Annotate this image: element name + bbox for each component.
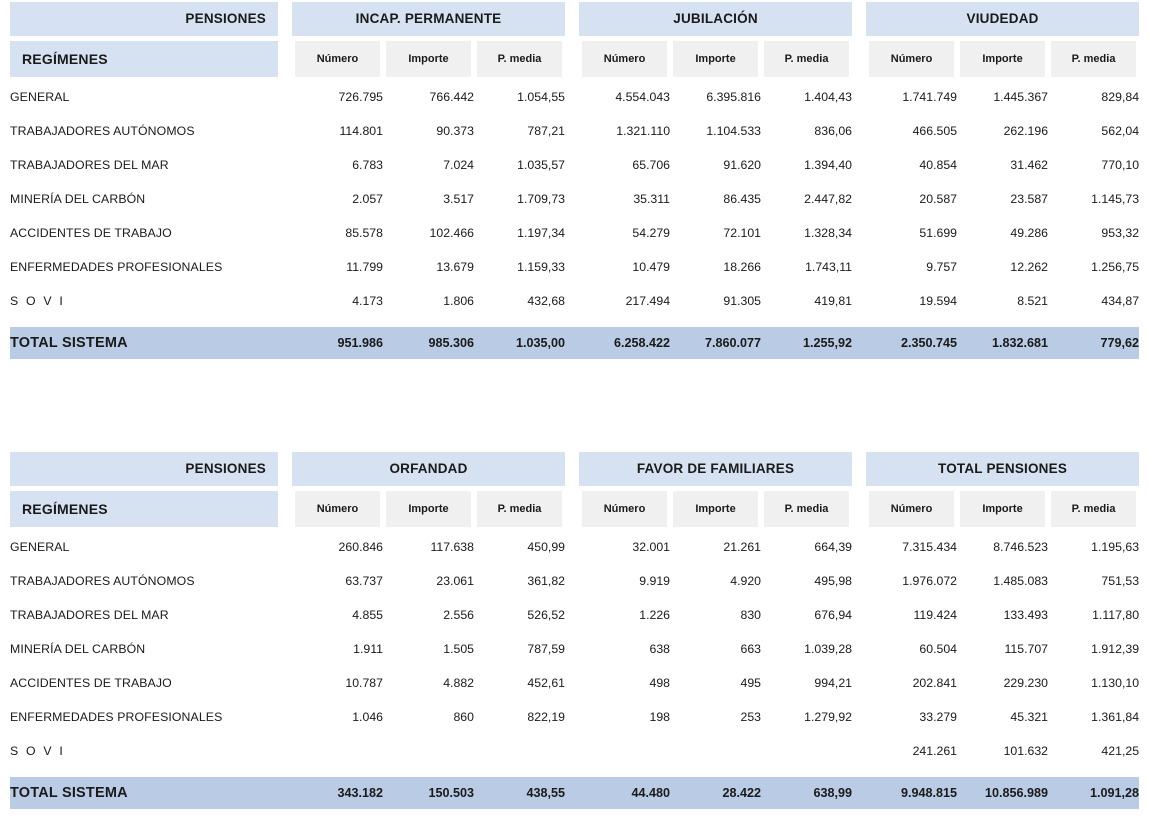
group-header-orfandad: ORFANDAD bbox=[292, 452, 565, 486]
data-cell: 133.493 bbox=[957, 598, 1048, 632]
data-cell: 114.801 bbox=[292, 114, 383, 148]
group-header-row bbox=[10, 0, 1139, 38]
data-cell: 1.195,63 bbox=[1048, 530, 1139, 564]
data-cell: 85.578 bbox=[292, 216, 383, 250]
data-cell: 260.846 bbox=[292, 530, 383, 564]
group-header-incap-permanente: INCAP. PERMANENTE bbox=[292, 2, 565, 36]
column-gap bbox=[565, 530, 579, 564]
column-gap bbox=[278, 564, 292, 598]
table-row bbox=[10, 564, 1139, 598]
column-header-importe: Importe bbox=[960, 491, 1045, 527]
column-gap bbox=[852, 777, 866, 809]
column-gap bbox=[852, 734, 866, 768]
data-cell: 770,10 bbox=[1048, 148, 1139, 182]
data-cell: 562,04 bbox=[1048, 114, 1139, 148]
column-gap bbox=[565, 284, 579, 318]
data-cell: 13.679 bbox=[383, 250, 474, 284]
column-header-numero: Número bbox=[869, 41, 954, 77]
group-header-viudedad: VIUDEDAD bbox=[866, 2, 1139, 36]
data-cell: 432,68 bbox=[474, 284, 565, 318]
column-header-p-media: P. media bbox=[477, 491, 562, 527]
total-row bbox=[10, 327, 1139, 359]
column-header-numero: Número bbox=[295, 41, 380, 77]
data-cell: 91.305 bbox=[670, 284, 761, 318]
data-cell: 1.505 bbox=[383, 632, 474, 666]
data-cell: 1.145,73 bbox=[1048, 182, 1139, 216]
data-cell: 119.424 bbox=[866, 598, 957, 632]
data-cell: 1.054,55 bbox=[474, 80, 565, 114]
column-gap bbox=[852, 216, 866, 250]
pensions-table-1 bbox=[0, 0, 1149, 365]
table-row bbox=[10, 114, 1139, 148]
column-gap bbox=[565, 216, 579, 250]
data-cell: 1.046 bbox=[292, 700, 383, 734]
column-header-p-media: P. media bbox=[477, 41, 562, 77]
column-header-p-media: P. media bbox=[1051, 41, 1136, 77]
total-row bbox=[10, 777, 1139, 809]
column-gap bbox=[278, 452, 292, 486]
data-cell: 12.262 bbox=[957, 250, 1048, 284]
table-row bbox=[10, 666, 1139, 700]
data-cell: 1.741.749 bbox=[866, 80, 957, 114]
column-gap bbox=[565, 114, 579, 148]
data-cell: 994,21 bbox=[761, 666, 852, 700]
data-cell: 202.841 bbox=[866, 666, 957, 700]
data-cell: 32.001 bbox=[579, 530, 670, 564]
data-cell: 8.521 bbox=[957, 284, 1048, 318]
column-header-p-media: P. media bbox=[764, 491, 849, 527]
row-label: TRABAJADORES AUTÓNOMOS bbox=[10, 564, 278, 598]
table-row bbox=[10, 598, 1139, 632]
row-label: S O V I bbox=[10, 284, 278, 318]
total-cell: 985.306 bbox=[383, 327, 474, 359]
column-gap bbox=[852, 598, 866, 632]
data-cell: 115.707 bbox=[957, 632, 1048, 666]
column-gap bbox=[278, 250, 292, 284]
data-cell: 198 bbox=[579, 700, 670, 734]
data-cell: 766.442 bbox=[383, 80, 474, 114]
data-cell: 217.494 bbox=[579, 284, 670, 318]
column-gap bbox=[565, 700, 579, 734]
column-gap bbox=[565, 38, 579, 80]
row-label: S O V I bbox=[10, 734, 278, 768]
column-gap bbox=[852, 114, 866, 148]
column-header-importe: Importe bbox=[960, 41, 1045, 77]
data-cell: 2.447,82 bbox=[761, 182, 852, 216]
total-cell: 343.182 bbox=[292, 777, 383, 809]
column-gap bbox=[278, 148, 292, 182]
column-gap bbox=[852, 488, 866, 530]
data-cell: 45.321 bbox=[957, 700, 1048, 734]
data-cell: 18.266 bbox=[670, 250, 761, 284]
total-cell: 951.986 bbox=[292, 327, 383, 359]
group-header-total-pensiones: TOTAL PENSIONES bbox=[866, 452, 1139, 486]
regimenes-header: REGÍMENES bbox=[10, 491, 278, 527]
data-cell bbox=[761, 734, 852, 768]
data-cell: 51.699 bbox=[866, 216, 957, 250]
table-row bbox=[10, 734, 1139, 768]
row-label: MINERÍA DEL CARBÓN bbox=[10, 632, 278, 666]
data-cell: 19.594 bbox=[866, 284, 957, 318]
data-cell: 63.737 bbox=[292, 564, 383, 598]
column-gap bbox=[852, 632, 866, 666]
data-cell: 1.328,34 bbox=[761, 216, 852, 250]
total-cell: 638,99 bbox=[761, 777, 852, 809]
data-cell: 822,19 bbox=[474, 700, 565, 734]
data-cell: 40.854 bbox=[866, 148, 957, 182]
total-label: TOTAL SISTEMA bbox=[10, 327, 278, 359]
data-cell: 1.394,40 bbox=[761, 148, 852, 182]
table-row bbox=[10, 216, 1139, 250]
data-cell bbox=[292, 734, 383, 768]
row-label: TRABAJADORES DEL MAR bbox=[10, 148, 278, 182]
data-cell: 9.919 bbox=[579, 564, 670, 598]
total-cell: 1.255,92 bbox=[761, 327, 852, 359]
pensiones-title: PENSIONES bbox=[10, 452, 278, 486]
data-cell bbox=[670, 734, 761, 768]
column-gap bbox=[852, 530, 866, 564]
data-cell: 450,99 bbox=[474, 530, 565, 564]
data-cell: 91.620 bbox=[670, 148, 761, 182]
group-header-favor-de-familiares: FAVOR DE FAMILIARES bbox=[579, 452, 852, 486]
pensions-table bbox=[10, 0, 1139, 365]
column-header-importe: Importe bbox=[386, 41, 471, 77]
total-cell: 9.948.815 bbox=[866, 777, 957, 809]
data-cell: 101.632 bbox=[957, 734, 1048, 768]
data-cell: 1.361,84 bbox=[1048, 700, 1139, 734]
data-cell: 23.061 bbox=[383, 564, 474, 598]
data-cell: 54.279 bbox=[579, 216, 670, 250]
data-cell: 1.226 bbox=[579, 598, 670, 632]
column-gap bbox=[278, 114, 292, 148]
data-cell: 1.485.083 bbox=[957, 564, 1048, 598]
table-row bbox=[10, 632, 1139, 666]
data-cell: 4.882 bbox=[383, 666, 474, 700]
total-cell: 7.860.077 bbox=[670, 327, 761, 359]
row-label: MINERÍA DEL CARBÓN bbox=[10, 182, 278, 216]
data-cell: 1.256,75 bbox=[1048, 250, 1139, 284]
column-header-p-media: P. media bbox=[1051, 491, 1136, 527]
data-cell: 829,84 bbox=[1048, 80, 1139, 114]
column-header-numero: Número bbox=[295, 491, 380, 527]
data-cell: 664,39 bbox=[761, 530, 852, 564]
data-cell: 466.505 bbox=[866, 114, 957, 148]
total-label: TOTAL SISTEMA bbox=[10, 777, 278, 809]
column-gap bbox=[565, 452, 579, 486]
row-label: ACCIDENTES DE TRABAJO bbox=[10, 666, 278, 700]
data-cell: 1.709,73 bbox=[474, 182, 565, 216]
data-cell bbox=[383, 734, 474, 768]
row-label: TRABAJADORES AUTÓNOMOS bbox=[10, 114, 278, 148]
column-gap bbox=[852, 182, 866, 216]
data-cell: 253 bbox=[670, 700, 761, 734]
total-cell: 150.503 bbox=[383, 777, 474, 809]
total-cell: 6.258.422 bbox=[579, 327, 670, 359]
table-row bbox=[10, 530, 1139, 564]
column-gap bbox=[565, 250, 579, 284]
column-gap bbox=[278, 488, 292, 530]
data-cell: 35.311 bbox=[579, 182, 670, 216]
pensions-table bbox=[10, 450, 1139, 815]
data-cell: 23.587 bbox=[957, 182, 1048, 216]
data-cell: 676,94 bbox=[761, 598, 852, 632]
data-cell: 60.504 bbox=[866, 632, 957, 666]
total-cell: 44.480 bbox=[579, 777, 670, 809]
column-gap bbox=[278, 284, 292, 318]
data-cell: 31.462 bbox=[957, 148, 1048, 182]
column-gap bbox=[852, 700, 866, 734]
data-cell: 1.104.533 bbox=[670, 114, 761, 148]
column-gap bbox=[565, 488, 579, 530]
data-cell: 419,81 bbox=[761, 284, 852, 318]
data-cell: 495,98 bbox=[761, 564, 852, 598]
data-cell: 3.517 bbox=[383, 182, 474, 216]
data-cell: 6.395.816 bbox=[670, 80, 761, 114]
data-cell: 1.039,28 bbox=[761, 632, 852, 666]
data-cell: 2.556 bbox=[383, 598, 474, 632]
data-cell: 6.783 bbox=[292, 148, 383, 182]
data-cell: 241.261 bbox=[866, 734, 957, 768]
column-header-numero: Número bbox=[582, 491, 667, 527]
data-cell: 11.799 bbox=[292, 250, 383, 284]
data-cell: 421,25 bbox=[1048, 734, 1139, 768]
data-cell: 4.554.043 bbox=[579, 80, 670, 114]
data-cell: 9.757 bbox=[866, 250, 957, 284]
pensiones-title: PENSIONES bbox=[10, 2, 278, 36]
data-cell: 638 bbox=[579, 632, 670, 666]
row-label: ENFERMEDADES PROFESIONALES bbox=[10, 700, 278, 734]
data-cell: 2.057 bbox=[292, 182, 383, 216]
row-label: GENERAL bbox=[10, 80, 278, 114]
column-gap bbox=[565, 2, 579, 36]
data-cell: 452,61 bbox=[474, 666, 565, 700]
column-gap bbox=[565, 666, 579, 700]
column-gap bbox=[852, 666, 866, 700]
data-cell: 49.286 bbox=[957, 216, 1048, 250]
data-cell: 663 bbox=[670, 632, 761, 666]
table-row bbox=[10, 250, 1139, 284]
data-cell: 860 bbox=[383, 700, 474, 734]
data-cell: 830 bbox=[670, 598, 761, 632]
row-label: ACCIDENTES DE TRABAJO bbox=[10, 216, 278, 250]
column-gap bbox=[852, 564, 866, 598]
column-gap bbox=[278, 700, 292, 734]
data-cell: 361,82 bbox=[474, 564, 565, 598]
column-gap bbox=[852, 148, 866, 182]
data-cell bbox=[474, 734, 565, 768]
column-gap bbox=[278, 80, 292, 114]
column-gap bbox=[565, 80, 579, 114]
column-header-importe: Importe bbox=[386, 491, 471, 527]
data-cell: 262.196 bbox=[957, 114, 1048, 148]
data-cell: 1.976.072 bbox=[866, 564, 957, 598]
data-cell: 65.706 bbox=[579, 148, 670, 182]
column-gap bbox=[278, 530, 292, 564]
data-cell: 10.787 bbox=[292, 666, 383, 700]
data-cell: 1.806 bbox=[383, 284, 474, 318]
data-cell: 434,87 bbox=[1048, 284, 1139, 318]
group-header-jubilaci-n: JUBILACIÓN bbox=[579, 2, 852, 36]
data-cell: 20.587 bbox=[866, 182, 957, 216]
after-total-spacer bbox=[10, 809, 1139, 815]
data-cell: 1.159,33 bbox=[474, 250, 565, 284]
total-cell: 438,55 bbox=[474, 777, 565, 809]
column-gap bbox=[278, 327, 292, 359]
column-gap bbox=[278, 2, 292, 36]
data-cell: 4.173 bbox=[292, 284, 383, 318]
row-label: GENERAL bbox=[10, 530, 278, 564]
row-label: ENFERMEDADES PROFESIONALES bbox=[10, 250, 278, 284]
row-label: TRABAJADORES DEL MAR bbox=[10, 598, 278, 632]
data-cell: 1.130,10 bbox=[1048, 666, 1139, 700]
column-header-p-media: P. media bbox=[764, 41, 849, 77]
column-gap bbox=[565, 564, 579, 598]
total-cell: 1.832.681 bbox=[957, 327, 1048, 359]
column-gap bbox=[852, 38, 866, 80]
column-gap bbox=[278, 666, 292, 700]
total-row-spacer bbox=[10, 318, 1139, 327]
column-gap bbox=[565, 632, 579, 666]
column-gap bbox=[278, 598, 292, 632]
data-cell: 787,21 bbox=[474, 114, 565, 148]
data-cell: 86.435 bbox=[670, 182, 761, 216]
column-gap bbox=[852, 250, 866, 284]
data-cell: 10.479 bbox=[579, 250, 670, 284]
data-cell: 1.117,80 bbox=[1048, 598, 1139, 632]
column-gap bbox=[278, 216, 292, 250]
table-row bbox=[10, 80, 1139, 114]
total-cell: 1.035,00 bbox=[474, 327, 565, 359]
column-gap bbox=[278, 182, 292, 216]
column-header-numero: Número bbox=[869, 491, 954, 527]
data-cell: 836,06 bbox=[761, 114, 852, 148]
column-header-importe: Importe bbox=[673, 41, 758, 77]
pensions-table-2 bbox=[0, 450, 1149, 815]
column-gap bbox=[852, 2, 866, 36]
column-header-importe: Importe bbox=[673, 491, 758, 527]
table-row bbox=[10, 148, 1139, 182]
column-gap bbox=[565, 148, 579, 182]
regimenes-header: REGÍMENES bbox=[10, 41, 278, 77]
data-cell: 726.795 bbox=[292, 80, 383, 114]
data-cell: 90.373 bbox=[383, 114, 474, 148]
data-cell: 21.261 bbox=[670, 530, 761, 564]
table-row bbox=[10, 700, 1139, 734]
data-cell: 526,52 bbox=[474, 598, 565, 632]
data-cell: 495 bbox=[670, 666, 761, 700]
column-gap bbox=[565, 182, 579, 216]
after-total-spacer bbox=[10, 359, 1139, 365]
data-cell: 1.197,34 bbox=[474, 216, 565, 250]
column-gap bbox=[565, 598, 579, 632]
column-gap bbox=[852, 452, 866, 486]
data-cell: 1.035,57 bbox=[474, 148, 565, 182]
column-gap bbox=[565, 777, 579, 809]
column-gap bbox=[278, 734, 292, 768]
table-row bbox=[10, 284, 1139, 318]
total-cell: 2.350.745 bbox=[866, 327, 957, 359]
column-gap bbox=[852, 80, 866, 114]
data-cell: 1.445.367 bbox=[957, 80, 1048, 114]
group-header-row bbox=[10, 450, 1139, 488]
data-cell: 8.746.523 bbox=[957, 530, 1048, 564]
data-cell: 498 bbox=[579, 666, 670, 700]
data-cell: 229.230 bbox=[957, 666, 1048, 700]
total-row-spacer bbox=[10, 768, 1139, 777]
total-cell: 779,62 bbox=[1048, 327, 1139, 359]
data-cell: 72.101 bbox=[670, 216, 761, 250]
column-gap bbox=[278, 777, 292, 809]
sub-header-row bbox=[10, 38, 1139, 80]
total-cell: 10.856.989 bbox=[957, 777, 1048, 809]
total-cell: 28.422 bbox=[670, 777, 761, 809]
data-cell: 7.024 bbox=[383, 148, 474, 182]
column-gap bbox=[278, 632, 292, 666]
table-row bbox=[10, 182, 1139, 216]
data-cell: 117.638 bbox=[383, 530, 474, 564]
data-cell: 1.404,43 bbox=[761, 80, 852, 114]
column-gap bbox=[852, 284, 866, 318]
column-gap bbox=[565, 327, 579, 359]
column-header-numero: Número bbox=[582, 41, 667, 77]
data-cell: 4.855 bbox=[292, 598, 383, 632]
column-gap bbox=[565, 734, 579, 768]
data-cell: 102.466 bbox=[383, 216, 474, 250]
data-cell: 751,53 bbox=[1048, 564, 1139, 598]
data-cell: 33.279 bbox=[866, 700, 957, 734]
data-cell: 1.911 bbox=[292, 632, 383, 666]
data-cell: 953,32 bbox=[1048, 216, 1139, 250]
data-cell: 4.920 bbox=[670, 564, 761, 598]
sub-header-row bbox=[10, 488, 1139, 530]
data-cell: 1.912,39 bbox=[1048, 632, 1139, 666]
data-cell: 1.279,92 bbox=[761, 700, 852, 734]
column-gap bbox=[852, 327, 866, 359]
data-cell: 7.315.434 bbox=[866, 530, 957, 564]
data-cell: 787,59 bbox=[474, 632, 565, 666]
column-gap bbox=[278, 38, 292, 80]
data-cell: 1.743,11 bbox=[761, 250, 852, 284]
total-cell: 1.091,28 bbox=[1048, 777, 1139, 809]
data-cell bbox=[579, 734, 670, 768]
data-cell: 1.321.110 bbox=[579, 114, 670, 148]
